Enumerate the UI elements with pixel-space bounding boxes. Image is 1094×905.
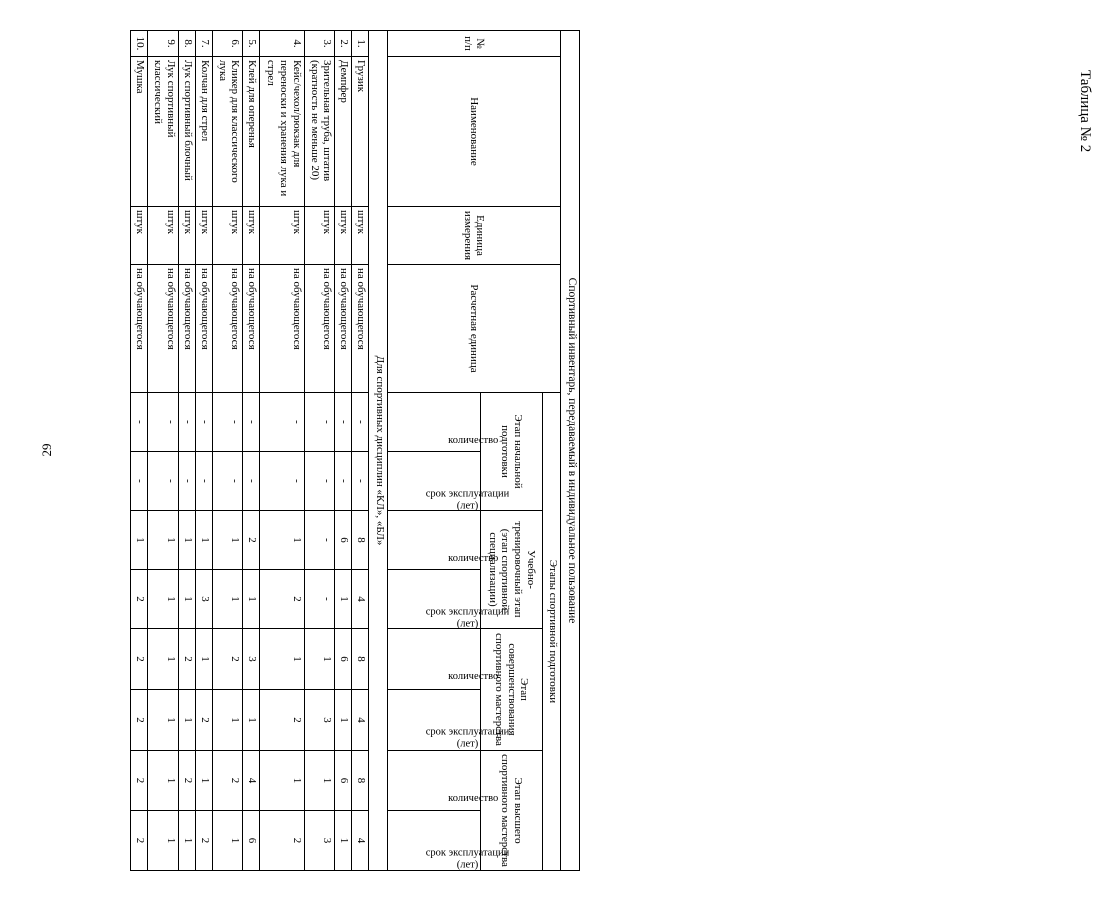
- row-name: Колчан для стрел: [195, 57, 212, 207]
- row-value: -: [243, 393, 260, 452]
- row-value: 6: [335, 511, 352, 570]
- row-num: 9.: [148, 31, 179, 57]
- row-value: 1: [178, 570, 195, 629]
- row-value: -: [148, 393, 179, 452]
- header-qty: количество: [387, 393, 480, 452]
- row-unit: штук: [178, 207, 195, 265]
- row-value: 1: [304, 751, 335, 811]
- row-value: 8: [352, 751, 369, 811]
- table-row: [243, 31, 260, 871]
- table-row: [212, 31, 243, 871]
- row-value: -: [195, 452, 212, 511]
- row-value: 1: [304, 629, 335, 690]
- row-value: 1: [148, 511, 179, 570]
- row-num: 10.: [131, 31, 148, 57]
- table-body: [131, 31, 369, 871]
- row-value: 4: [243, 751, 260, 811]
- row-value: 4: [352, 690, 369, 751]
- row-calc-unit: на обучающегося: [335, 265, 352, 393]
- row-name: Лук спортивный классический: [148, 57, 179, 207]
- row-value: -: [304, 452, 335, 511]
- row-value: -: [178, 393, 195, 452]
- row-value: -: [260, 452, 304, 511]
- header-stage-1: Этап начальной подготовки: [480, 393, 542, 511]
- row-value: 1: [195, 511, 212, 570]
- row-calc-unit: на обучающегося: [212, 265, 243, 393]
- row-value: 3: [195, 570, 212, 629]
- row-value: 2: [260, 811, 304, 871]
- header-qty: количество: [387, 629, 480, 690]
- row-calc-unit: на обучающегося: [131, 265, 148, 393]
- inventory-table: [130, 30, 580, 871]
- row-value: 1: [148, 811, 179, 871]
- table-row: [131, 31, 148, 871]
- header-term: срок эксплуатации (лет): [387, 452, 480, 511]
- row-unit: штук: [195, 207, 212, 265]
- row-value: 1: [212, 511, 243, 570]
- header-term: срок эксплуатации (лет): [387, 690, 480, 751]
- row-unit: штук: [243, 207, 260, 265]
- row-name: Зрительная труба, штатив (кратность не меньше 20): [304, 57, 335, 207]
- row-calc-unit: на обучающегося: [195, 265, 212, 393]
- table-row: [195, 31, 212, 871]
- row-num: 5.: [243, 31, 260, 57]
- row-value: -: [352, 452, 369, 511]
- row-value: 1: [260, 511, 304, 570]
- row-name: Грузик: [352, 57, 369, 207]
- row-name: Мушка: [131, 57, 148, 207]
- row-value: 1: [335, 690, 352, 751]
- row-value: -: [243, 452, 260, 511]
- row-value: 1: [212, 570, 243, 629]
- row-calc-unit: на обучающегося: [148, 265, 179, 393]
- header-term: срок эксплуатации (лет): [387, 570, 480, 629]
- row-value: 1: [148, 629, 179, 690]
- row-value: 3: [304, 811, 335, 871]
- row-num: 1.: [352, 31, 369, 57]
- row-name: Клей для оперенья: [243, 57, 260, 207]
- table-row: [304, 31, 335, 871]
- row-unit: штук: [212, 207, 243, 265]
- header-qty: количество: [387, 511, 480, 570]
- row-value: -: [335, 452, 352, 511]
- row-value: 4: [352, 811, 369, 871]
- row-value: 2: [260, 570, 304, 629]
- row-value: 2: [195, 811, 212, 871]
- row-value: 1: [148, 751, 179, 811]
- row-unit: штук: [131, 207, 148, 265]
- table-row: [352, 31, 369, 871]
- row-value: 1: [243, 570, 260, 629]
- row-value: 1: [148, 690, 179, 751]
- row-value: 1: [335, 570, 352, 629]
- row-name: Кейс/чехол/рюкзак для переноски и хранения лука и стрел: [260, 57, 304, 207]
- row-value: 1: [148, 570, 179, 629]
- row-value: -: [178, 452, 195, 511]
- row-value: 3: [304, 690, 335, 751]
- row-value: 1: [178, 690, 195, 751]
- row-unit: штук: [260, 207, 304, 265]
- row-unit: штук: [148, 207, 179, 265]
- row-value: 1: [260, 751, 304, 811]
- row-num: 3.: [304, 31, 335, 57]
- header-num: № п/п: [387, 31, 561, 57]
- row-value: 2: [178, 629, 195, 690]
- row-value: -: [148, 452, 179, 511]
- table-row: [260, 31, 304, 871]
- header-term: срок эксплуатации (лет): [387, 811, 480, 871]
- row-value: -: [304, 570, 335, 629]
- header-stage-3: Этап совершенствования спортивного мастерства: [480, 629, 542, 751]
- row-value: 2: [131, 570, 148, 629]
- row-calc-unit: на обучающегося: [352, 265, 369, 393]
- row-value: 2: [131, 811, 148, 871]
- row-num: 6.: [212, 31, 243, 57]
- header-stage-2: Учебно-тренировочный этап (этап спортивной специализации): [480, 511, 542, 629]
- header-name: Наименование: [387, 57, 561, 207]
- table-title: Спортивный инвентарь, передаваемый в индивидуальное пользование: [561, 31, 580, 871]
- row-calc-unit: на обучающегося: [304, 265, 335, 393]
- row-num: 2.: [335, 31, 352, 57]
- row-value: 1: [195, 751, 212, 811]
- row-value: -: [131, 452, 148, 511]
- table-caption: [1074, 70, 1094, 210]
- row-value: 2: [131, 629, 148, 690]
- row-value: -: [352, 393, 369, 452]
- row-value: 2: [178, 751, 195, 811]
- table-row: [148, 31, 179, 871]
- row-unit: штук: [335, 207, 352, 265]
- row-value: 2: [131, 751, 148, 811]
- row-value: 6: [335, 751, 352, 811]
- row-value: 1: [195, 629, 212, 690]
- row-name: Кликер для классического лука: [212, 57, 243, 207]
- row-calc-unit: на обучающегося: [243, 265, 260, 393]
- header-qty: количество: [387, 751, 480, 811]
- row-value: 1: [260, 629, 304, 690]
- row-value: 6: [335, 629, 352, 690]
- row-value: -: [195, 393, 212, 452]
- row-name: Лук спортивный блочный: [178, 57, 195, 207]
- row-value: -: [304, 511, 335, 570]
- row-value: -: [131, 393, 148, 452]
- table-caption-text: Таблица № 2: [1077, 70, 1093, 153]
- table-row: [178, 31, 195, 871]
- row-value: -: [335, 393, 352, 452]
- row-num: 8.: [178, 31, 195, 57]
- rotated-table-container: [130, 30, 580, 870]
- row-value: -: [212, 452, 243, 511]
- header-unit: Единица измерения: [387, 207, 561, 265]
- row-num: 7.: [195, 31, 212, 57]
- row-unit: штук: [304, 207, 335, 265]
- table-row: [335, 31, 352, 871]
- header-calc-unit: Расчетная единица: [387, 265, 561, 393]
- row-value: 1: [178, 811, 195, 871]
- row-calc-unit: на обучающегося: [260, 265, 304, 393]
- row-value: 8: [352, 629, 369, 690]
- row-value: 1: [212, 811, 243, 871]
- page-number: 29: [39, 443, 54, 457]
- section-title: Для спортивных дисциплин «КЛ», «БЛ»: [369, 31, 387, 871]
- row-value: 8: [352, 511, 369, 570]
- row-value: 2: [131, 690, 148, 751]
- row-num: 4.: [260, 31, 304, 57]
- row-value: 4: [352, 570, 369, 629]
- row-value: 2: [195, 690, 212, 751]
- row-value: 1: [335, 811, 352, 871]
- row-value: 1: [178, 511, 195, 570]
- row-calc-unit: на обучающегося: [178, 265, 195, 393]
- row-name: Демпфер: [335, 57, 352, 207]
- row-value: 6: [243, 811, 260, 871]
- header-stage-4: Этап высшего спортивного мастерства: [480, 751, 542, 871]
- row-value: 2: [243, 511, 260, 570]
- row-value: -: [260, 393, 304, 452]
- row-value: -: [212, 393, 243, 452]
- header-stages-group: Этапы спортивной подготовки: [542, 393, 560, 871]
- row-unit: штук: [352, 207, 369, 265]
- row-value: 2: [260, 690, 304, 751]
- row-value: 1: [212, 690, 243, 751]
- row-value: 2: [212, 629, 243, 690]
- row-value: 3: [243, 629, 260, 690]
- row-value: 1: [243, 690, 260, 751]
- row-value: -: [304, 393, 335, 452]
- row-value: 2: [212, 751, 243, 811]
- row-value: 1: [131, 511, 148, 570]
